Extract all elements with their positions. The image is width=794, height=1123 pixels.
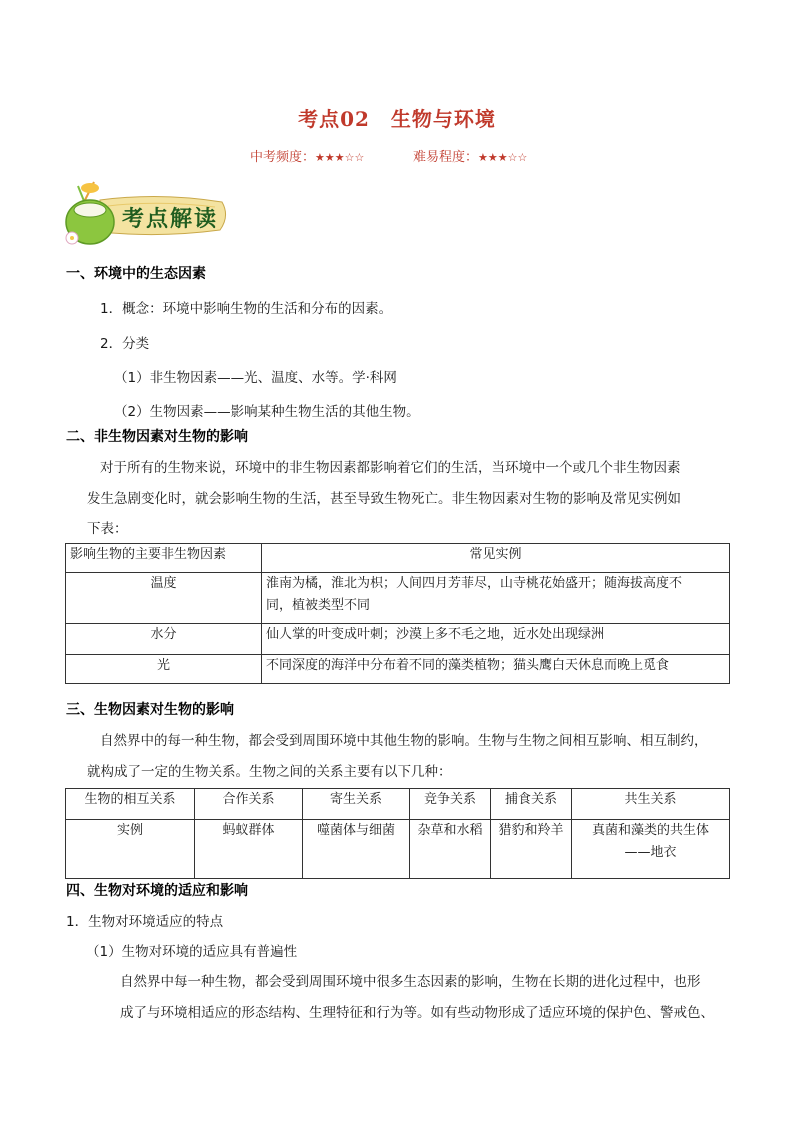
subheading-line: 1．生物对环境适应的特点 [66, 914, 224, 930]
table-cell: 杂草和水稻 [410, 820, 491, 879]
paragraph-line: 自然界中的每一种生物，都会受到周围环境中其他生物的影响。生物与生物之间相互影响、相互制约， [100, 733, 708, 749]
paragraph-line: 对于所有的生物来说，环境中的非生物因素都影响着它们的生活，当环境中一个或几个非生物因素 [100, 460, 681, 476]
table-header-cell: 竞争关系 [410, 789, 491, 820]
difficulty-stars: ★★★☆☆ [478, 151, 528, 164]
table-row [66, 573, 730, 624]
table-header-cell: 捕食关系 [491, 789, 572, 820]
paragraph-line: 自然界中每一种生物，都会受到周围环境中很多生态因素的影响，生物在长期的进化过程中，也形 [120, 974, 701, 990]
table-cell: 噬菌体与细菌 [303, 820, 410, 879]
cell-line: 真菌和藻类的共生体 [591, 823, 709, 838]
table-cell [262, 573, 730, 624]
table-cell: 温度 [66, 573, 262, 624]
difficulty-level [413, 146, 527, 165]
table-header-cell: 寄生关系 [303, 789, 410, 820]
subheading-line: （1）生物对环境的适应具有普遍性 [86, 944, 298, 960]
exam-frequency-stars: ★★★☆☆ [315, 151, 365, 164]
exam-frequency-label: 中考频度： [250, 150, 316, 165]
abiotic-item: （1）非生物因素——光、温度、水等。学·科网 [114, 370, 397, 386]
category-line: 2．分类 [100, 336, 150, 352]
abiotic-factors-table [65, 543, 730, 684]
table-cell: 不同深度的海洋中分布着不同的藻类植物；猫头鹰白天休息而晚上觅食 [262, 655, 730, 684]
paragraph-line: 下表： [87, 521, 128, 537]
biotic-item: （2）生物因素——影响某种生物生活的其他生物。 [114, 404, 420, 420]
cell-line: 同，植被类型不同 [266, 598, 371, 613]
banner-text: 考点解读 [122, 206, 219, 232]
page-title: 考点02 生物与环境 [298, 107, 496, 131]
paragraph-line: 发生急剧变化时，就会影响生物的生活，甚至导致生物死亡。非生物因素对生物的影响及常见实例如 [87, 491, 681, 507]
section-heading-2: 二、非生物因素对生物的影响 [66, 429, 248, 445]
table-header-cell: 合作关系 [195, 789, 303, 820]
difficulty-label: 难易程度： [413, 150, 479, 165]
table-cell: 水分 [66, 624, 262, 655]
table-cell: 蚂蚁群体 [195, 820, 303, 879]
section-banner [60, 180, 230, 248]
table-row [66, 789, 730, 820]
cell-line: ——地衣 [624, 845, 677, 860]
table-cell: 猎豹和羚羊 [491, 820, 572, 879]
table-header-cell: 影响生物的主要非生物因素 [66, 544, 262, 573]
exam-frequency [250, 146, 364, 165]
section-heading-4: 四、生物对环境的适应和影响 [66, 883, 248, 899]
section-heading-3: 三、生物因素对生物的影响 [66, 702, 234, 718]
table-cell: 实例 [66, 820, 195, 879]
section-heading-1: 一、环境中的生态因素 [66, 266, 206, 282]
paragraph-line: 就构成了一定的生物关系。生物之间的关系主要有以下几种： [87, 764, 452, 780]
table-row [66, 820, 730, 879]
table-row [66, 544, 730, 573]
table-header-cell: 共生关系 [572, 789, 730, 820]
cell-line: 淮南为橘，淮北为枳；人间四月芳菲尽，山寺桃花始盛开；随海拔高度不 [266, 576, 683, 591]
table-header-cell: 常见实例 [262, 544, 730, 573]
table-header-cell: 生物的相互关系 [66, 789, 195, 820]
paragraph-line: 成了与环境相适应的形态结构、生理特征和行为等。如有些动物形成了适应环境的保护色、警戒色、 [120, 1005, 714, 1021]
table-cell: 光 [66, 655, 262, 684]
concept-line: 1．概念：环境中影响生物的生活和分布的因素。 [100, 301, 393, 317]
table-cell [572, 820, 730, 879]
table-cell: 仙人掌的叶变成叶刺；沙漠上多不毛之地，近水处出现绿洲 [262, 624, 730, 655]
table-row [66, 655, 730, 684]
biotic-relations-table [65, 788, 730, 879]
table-row [66, 624, 730, 655]
